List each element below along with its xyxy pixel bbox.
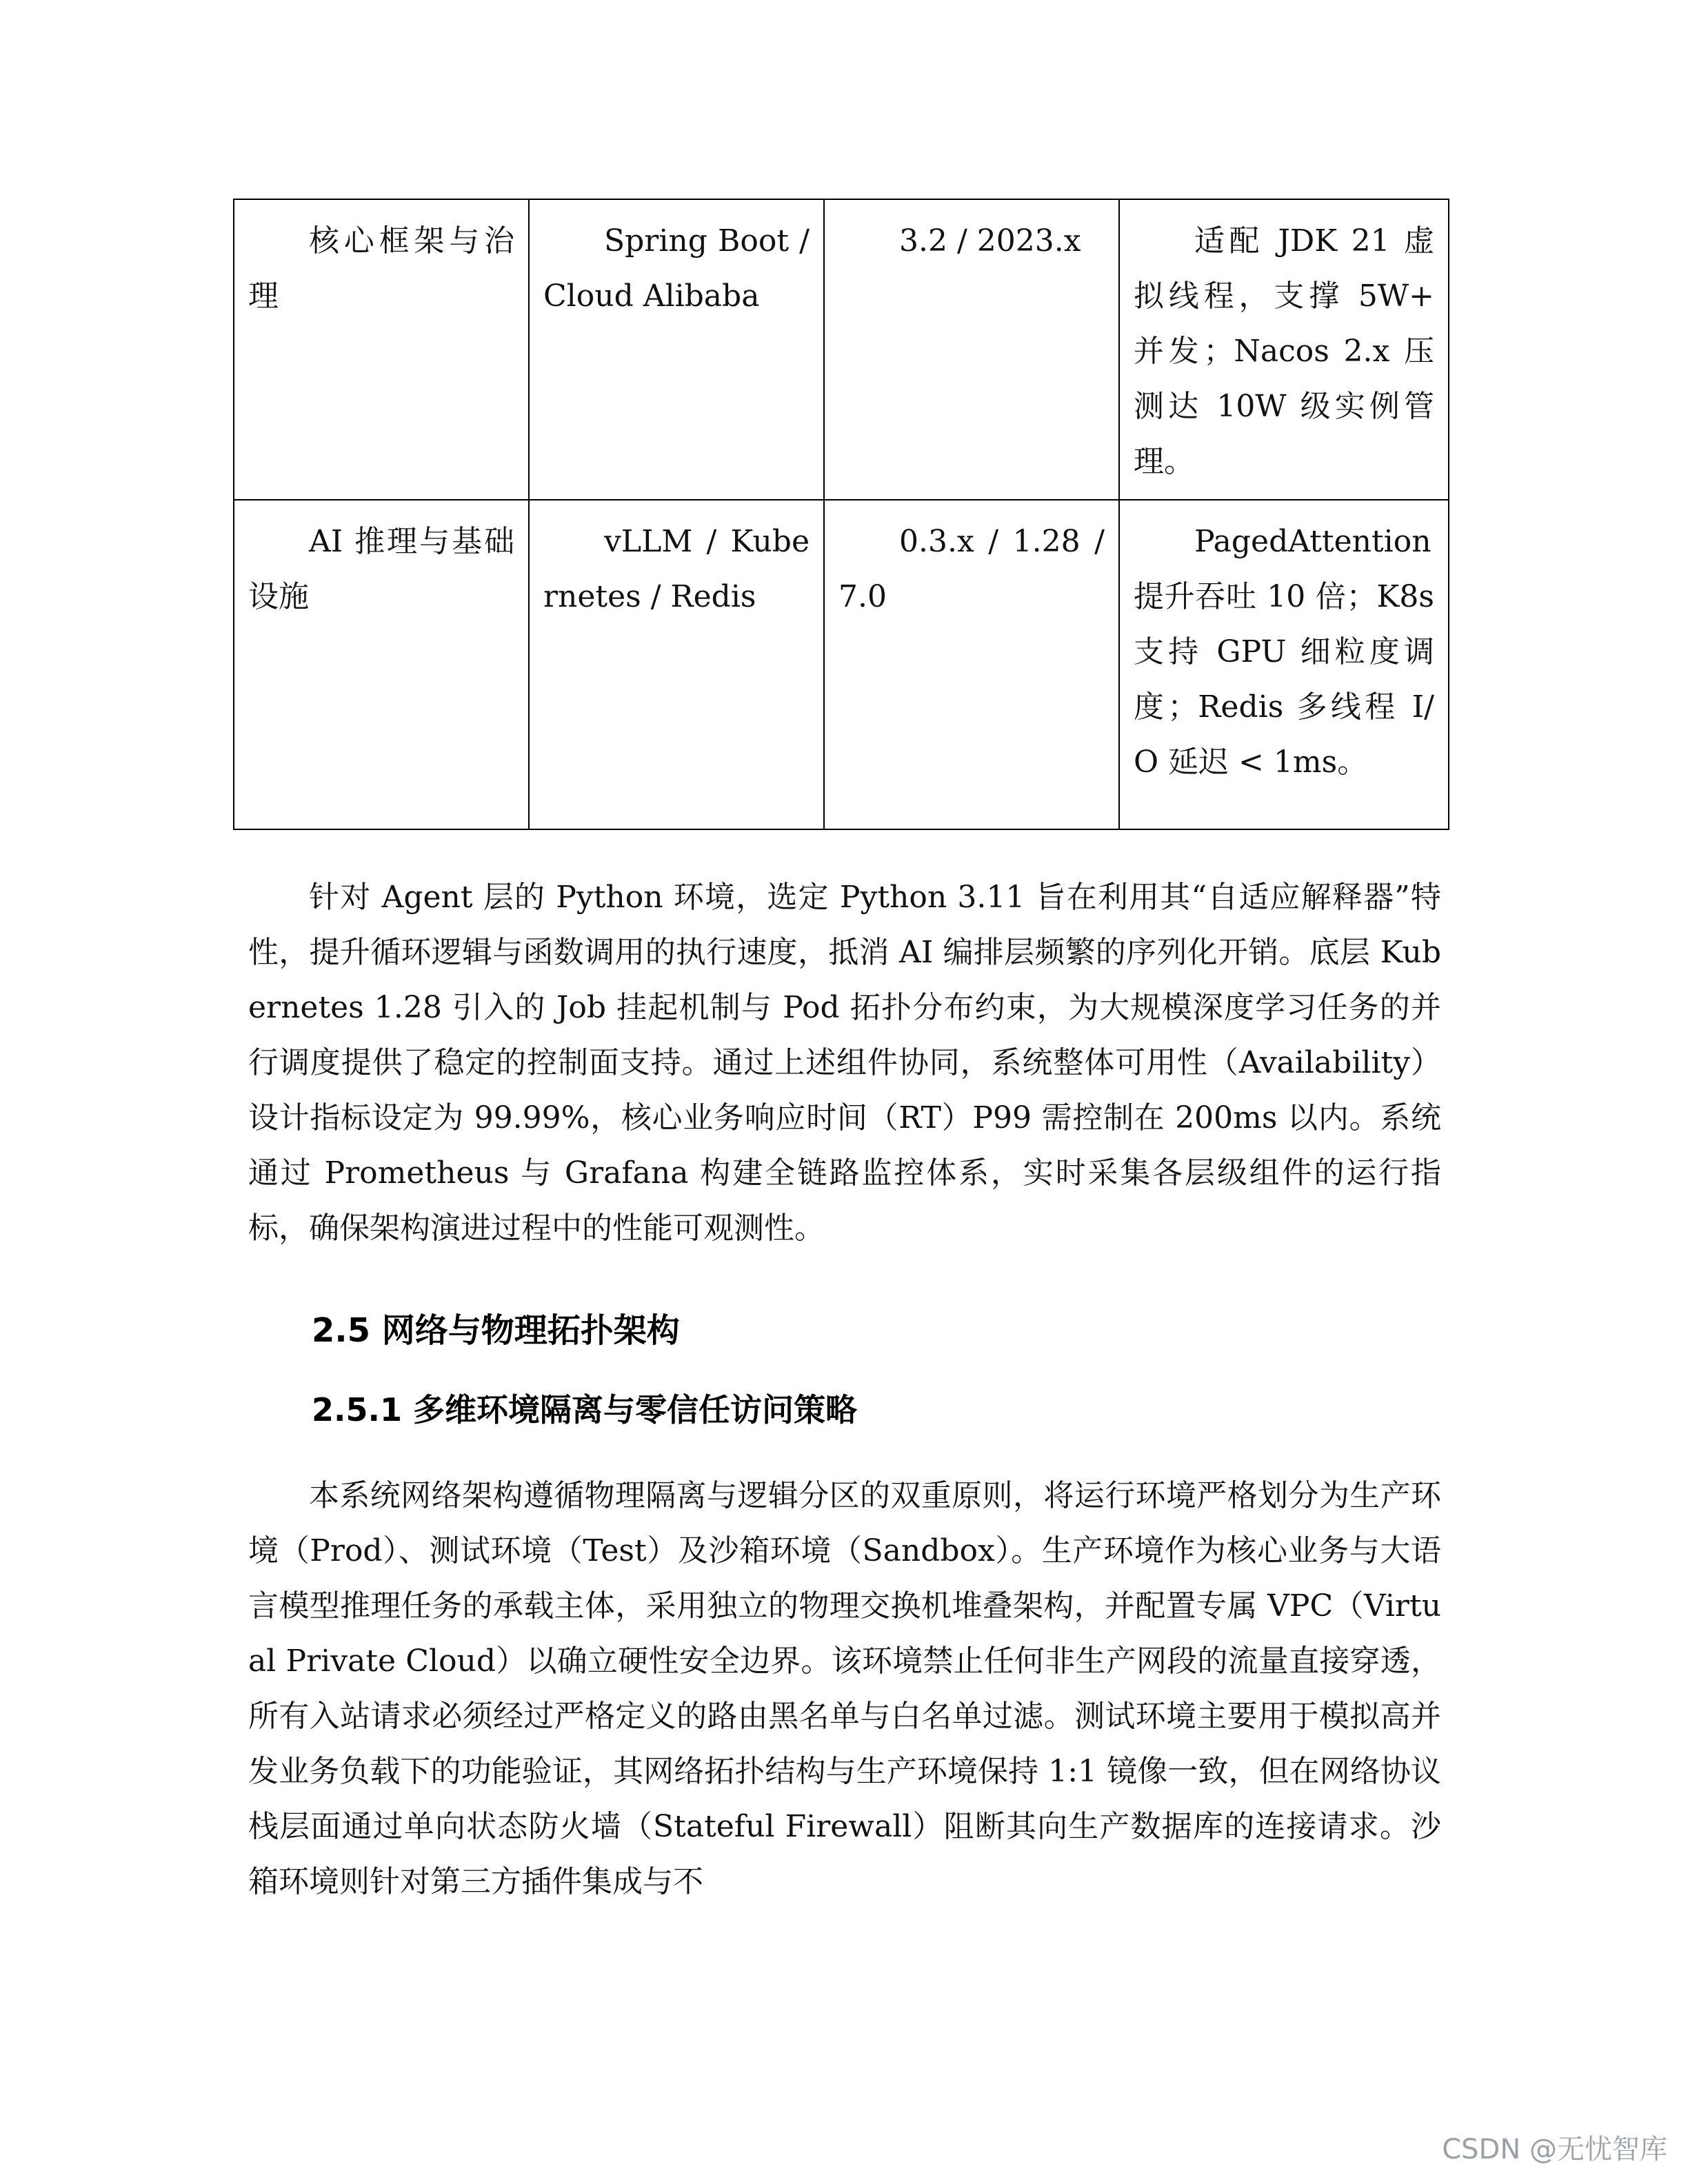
table-cell-layer: AI 推理与基础设施 [234, 500, 529, 829]
table-row [234, 500, 1449, 829]
table-cell-technology: Spring Boot / Cloud Alibaba [529, 199, 824, 500]
body-paragraph: 针对 Agent 层的 Python 环境，选定 Python 3.11 旨在利用其“自适应解释器”特性，提升循环逻辑与函数调用的执行速度，抵消 AI 编排层频繁的序列化开销。底层 Kubernetes 1.28 引入的 Job 挂起机制与 Pod 拓扑分布约束，为大规模深度学习任务的并行调度提供了稳定的控制面支持。通过上述组件协同，系统整体可用性（Availability）设计指标设定为 99.99%，核心业务响应时间（RT）P99 需控制在 200ms 以内。系统通过 Prometheus 与 Grafana 构建全链路监控体系，实时采集各层级组件的运行指标，确保架构演进过程中的性能可观测性。 [248, 880, 1441, 1246]
table-cell-version: 0.3.x / 1.28 / 7.0 [824, 500, 1119, 829]
table-row [234, 199, 1449, 500]
table-cell-layer: 核心框架与治理 [234, 199, 529, 500]
watermark: CSDN @无忧智库 [1442, 2134, 1667, 2165]
tech-stack-table [233, 199, 1449, 830]
table-cell-version: 3.2 / 2023.x [824, 199, 1119, 500]
table-cell-notes: 适配 JDK 21 虚拟线程，支撑 5W+ 并发；Nacos 2.x 压测达 10W 级实例管理。 [1119, 199, 1449, 500]
table-cell-technology: vLLM / Kubernetes / Redis [529, 500, 824, 829]
body-paragraph: 本系统网络架构遵循物理隔离与逻辑分区的双重原则，将运行环境严格划分为生产环境（Prod）、测试环境（Test）及沙箱环境（Sandbox）。生产环境作为核心业务与大语言模型推理任务的承载主体，采用独立的物理交换机堆叠架构，并配置专属 VPC（Virtual Private Cloud）以确立硬性安全边界。该环境禁止任何非生产网段的流量直接穿透，所有入站请求必须经过严格定义的路由黑名单与白名单过滤。测试环境主要用于模拟高并发业务负载下的功能验证，其网络拓扑结构与生产环境保持 1:1 镜像一致，但在网络协议栈层面通过单向状态防火墙（Stateful Firewall）阻断其向生产数据库的连接请求。沙箱环境则针对第三方插件集成与不 [248, 1478, 1441, 1899]
section-heading: 2.5 网络与物理拓扑架构 [312, 1311, 680, 1350]
table-cell-notes: PagedAttention 提升吞吐 10 倍；K8s 支持 GPU 细粒度调度；Redis 多线程 I/O 延迟 < 1ms。 [1119, 500, 1449, 829]
subsection-heading: 2.5.1 多维环境隔离与零信任访问策略 [312, 1391, 857, 1428]
